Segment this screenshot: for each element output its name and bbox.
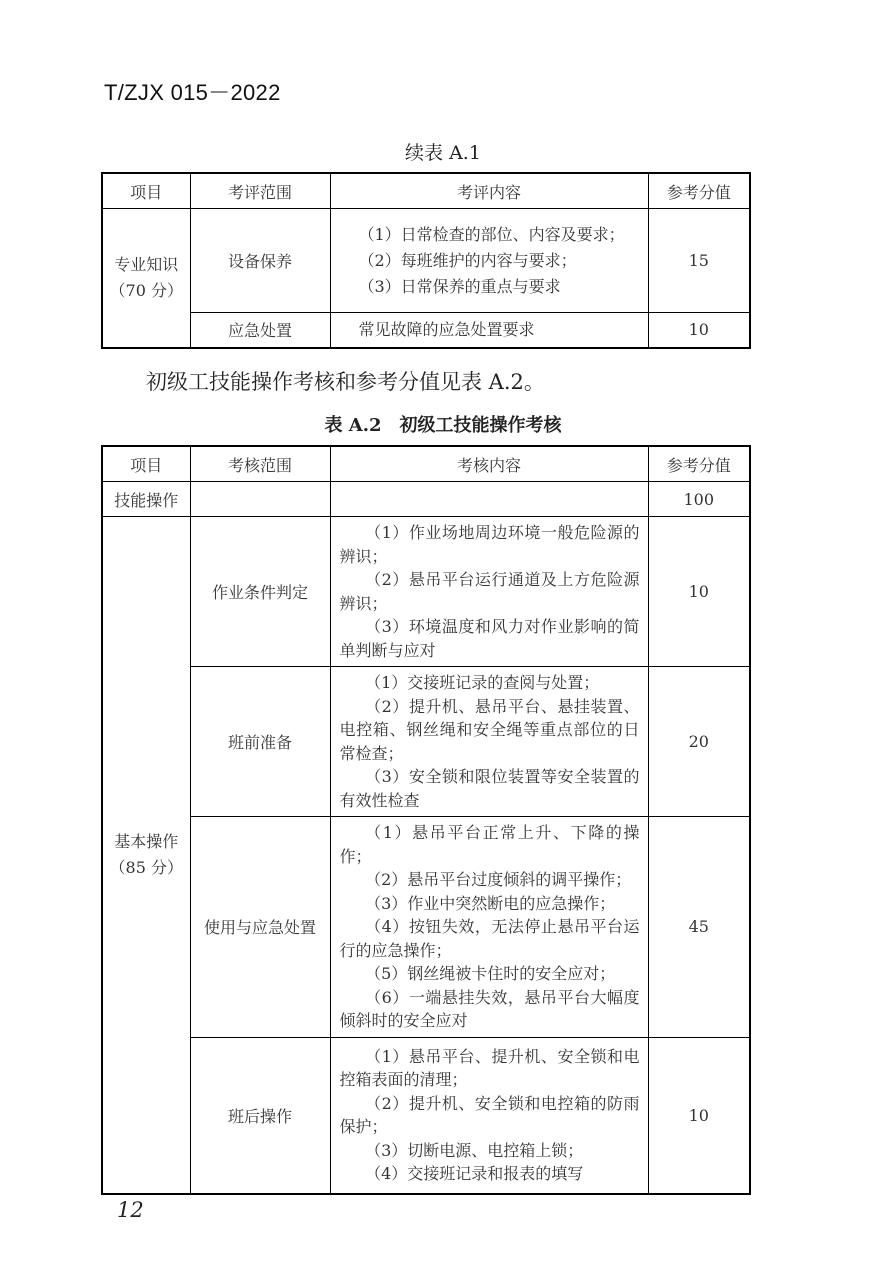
content-cell (330, 1037, 648, 1194)
content-line: （1）交接班记录的查阅与处置； (365, 673, 600, 692)
content-line: （5）钢丝绳被卡住时的安全应对； (365, 964, 616, 983)
content-line: （2）提升机、安全锁和电控箱的防雨保护； (339, 1093, 640, 1137)
content-line: （6）一端悬挂失效，悬吊平台大幅度倾斜时的安全应对 (339, 987, 640, 1030)
header-item: 项目 (102, 173, 190, 209)
table-a1 (101, 172, 751, 349)
total-item-cell: 技能操作 (102, 482, 190, 517)
table-a2 (101, 445, 751, 1195)
content-cell (330, 817, 648, 1038)
header-value: 参考分值 (648, 173, 750, 209)
content-line: （4）交接班记录和报表的填写 (365, 1164, 584, 1184)
header-content: 考评内容 (330, 173, 648, 209)
header-value: 参考分值 (648, 446, 750, 482)
page-number: 12 (117, 1198, 144, 1222)
total-value-cell: 100 (648, 482, 750, 517)
content-line: （3）切断电源、电控箱上锁； (365, 1140, 584, 1160)
table-header-row (102, 446, 750, 482)
table-row (102, 817, 750, 1038)
table-row (102, 209, 750, 313)
header-scope: 考核范围 (190, 446, 330, 482)
content-cell (330, 209, 648, 313)
content-line: （2）悬吊平台过度倾斜的调平操作； (365, 870, 632, 889)
total-content-cell (330, 482, 648, 517)
document-code: T/ZJX 015－2022 (104, 80, 281, 105)
content-line: （1）作业场地周边环境一般危险源的辨识； (339, 523, 640, 566)
body-paragraph: 初级工技能操作考核和参考分值见表 A.2。 (146, 370, 545, 394)
scope-cell: 班后操作 (190, 1037, 330, 1194)
group-label: 专业知识 (114, 254, 179, 274)
content-line: （3）安全锁和限位装置等安全装置的有效性检查 (339, 767, 640, 810)
group-cell (102, 517, 190, 1195)
group-cell (102, 209, 190, 348)
value-cell: 45 (648, 817, 750, 1038)
content-line: 常见故障的应急处置要求 (358, 320, 535, 339)
header-item: 项目 (102, 446, 190, 482)
content-line: （1）悬吊平台正常上升、下降的操作； (339, 823, 640, 866)
content-line: （2）每班维护的内容与要求； (358, 250, 577, 270)
scope-cell: 作业条件判定 (190, 517, 330, 667)
table-a1-caption: 续表 A.1 (405, 142, 481, 164)
group-label: 基本操作 (114, 832, 179, 851)
scope-cell: 使用与应急处置 (190, 817, 330, 1038)
group-score: （70 分） (109, 280, 183, 300)
scope-cell: 班前准备 (190, 667, 330, 817)
scope-cell: 应急处置 (190, 313, 330, 348)
header-content: 考核内容 (330, 446, 648, 482)
table-row (102, 1037, 750, 1194)
table-a2-caption: 表 A.2 初级工技能操作考核 (324, 415, 562, 436)
value-cell: 10 (648, 1037, 750, 1194)
content-cell (330, 517, 648, 667)
content-line: （4）按钮失效，无法停止悬吊平台运行的应急操作； (339, 917, 640, 960)
content-line: （2）悬吊平台运行通道及上方危险源辨识； (339, 570, 640, 613)
content-line: （3）作业中突然断电的应急操作； (365, 893, 616, 913)
content-cell (330, 667, 648, 817)
content-line: （1）日常检查的部位、内容及要求； (358, 224, 625, 244)
total-row (102, 482, 750, 517)
content-line: （2）提升机、悬吊平台、悬挂装置、电控箱、钢丝绳和安全绳等重点部位的日常检查； (339, 696, 640, 763)
table-row (102, 517, 750, 667)
header-scope: 考评范围 (190, 173, 330, 209)
value-cell: 15 (648, 209, 750, 313)
content-line: （3）日常保养的重点与要求 (358, 276, 561, 296)
content-cell (330, 313, 648, 348)
scope-cell: 设备保养 (190, 209, 330, 313)
table-row (102, 313, 750, 348)
content-line: （1）悬吊平台、提升机、安全锁和电控箱表面的清理； (339, 1046, 640, 1090)
value-cell: 10 (648, 313, 750, 348)
table-row (102, 667, 750, 817)
table-header-row (102, 173, 750, 209)
total-scope-cell (190, 482, 330, 517)
group-score: （85 分） (109, 858, 183, 877)
content-line: （3）环境温度和风力对作业影响的简单判断与应对 (339, 617, 640, 660)
value-cell: 10 (648, 517, 750, 667)
value-cell: 20 (648, 667, 750, 817)
